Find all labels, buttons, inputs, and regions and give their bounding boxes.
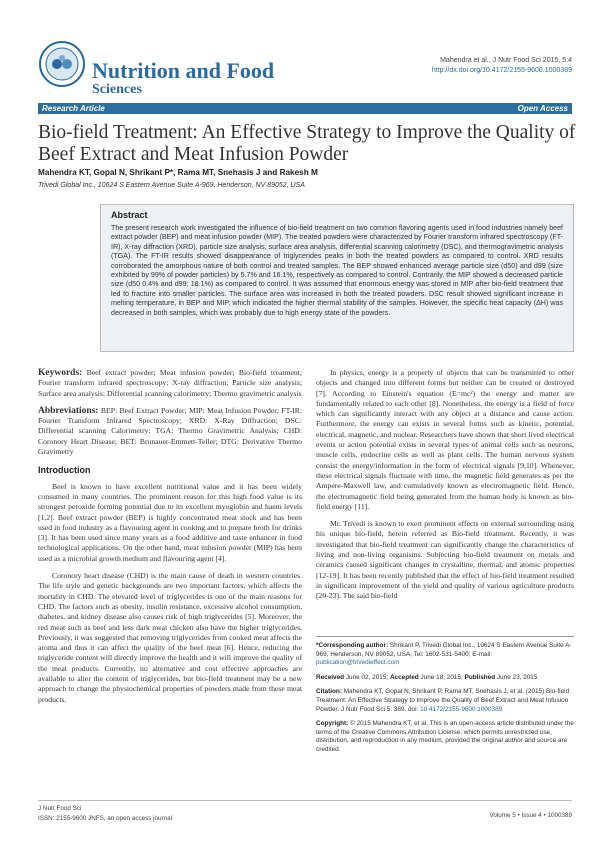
dates-line	[316, 674, 574, 683]
right-column	[316, 368, 574, 609]
article-type-band	[38, 103, 572, 114]
journal-subtitle: Sciences	[92, 82, 142, 97]
left-column	[38, 368, 302, 712]
journal-seal-icon	[38, 40, 86, 88]
abbreviations-label: Abbreviations:	[38, 405, 99, 416]
footer-divider	[38, 800, 572, 801]
abstract-text: The present research work investigated the influence of bio-field treatment on two common flavoring agents used in food industries namely beef extract powder (BEP) and meat infusion powder (MIP). The treated powders were characterized by Fourier transform infrared spectroscopy (FT-IR), X-ray diffraction (XRD), particle size analysis, surface area analysis, differential scanning calorimetry (DSC), and thermogravimetric analysis (TGA). The FT-IR results showed disappearance of triglycerides peaks in both the treated powders as compared to control. XRD results corroborated the amorphous nature of both control and treated samples. The BEP showed enhanced average particle size (d50) and d99 (size exhibited by 99% of powder particles) by 5.7% and 16.1%, respectively as compared to control. Contrarily, the MIP showed a decreased particle size (d50 0.4% and d99; 18.1%) as compared to control. It was assumed that enormous energy was stored in MIP after bio-field treatment that led to fracture into smaller particles. The surface area was increased in both the treated powders. DSC result showed significant increase in melting temperature, in BEP and MIP, which indicated the higher thermal stability of the samples. However, the specific heat capacity (ΔH) was decreased in both samples, which was probably due to high energy state of the powders.	[111, 224, 563, 317]
abstract-box	[100, 204, 574, 352]
footer-journal: J Nutr Food Sci	[38, 805, 82, 812]
abbreviations-text: BEP: Beef Extract Powder; MIP: Meat Infusion Powder; FT-IR: Fourier Transform Infrared Spectroscopy; XRD: X-Ray Diffraction; DSC: Differential scanning Calorimetry; TGA: Thermo Gravimetric Analysis; CHD: Coronory Heart Disease; BET: Brunauer-Emmett-Teller; DTG: Derivative Thermo Gravimetry	[38, 405, 303, 457]
citation-header	[432, 56, 572, 76]
received-label: Received	[316, 673, 345, 681]
correspondence-box	[316, 636, 574, 761]
intro-paragraph-1: Beef is known to have excellent nutritional value and it has been widely consumed in many countries. The prominent reason for this high food value is its strongest peroxide forming potential due to its excellent myoglobin and haem levels [1,2]. Beef extract powder (BEP) is highly concentrated meat stock and has been used in food industry as a flavouring agent in cooking and to prepare broth for drinks [3]. It has been used since many years as a food additive and taste enhancer in food technological applications. On the other hand, meat infusion powder (MIP) has been used as a microbial growth medium and flavouring agent [4].	[38, 481, 302, 563]
citation-text: Mahendra KT, Gopal N, Shrikant P, Rama MT, Snehasis J, et al. (2015) Bio-field Treatment: An Effective Strategy to Improve the Quality of Beef Extract and Meat Infusion Powder. J Nutr Food Sci 5: 389. doi:	[316, 688, 570, 713]
copyright-block	[316, 720, 574, 754]
copyright-text: © 2015 Mahendra KT, et al. This is an open-access article distributed under the terms of the Creative Commons Attribution License, which permits unrestricted use, distribution, and reproduction in any medium, provided the original author and source are credited.	[316, 720, 574, 753]
accepted-date: June 18, 2015;	[420, 673, 463, 681]
corresponding-author	[316, 642, 574, 668]
introduction-heading: Introduction	[38, 465, 91, 476]
article-type-label: Research Article	[42, 104, 105, 113]
journal-logo	[38, 40, 86, 88]
footer-volume: Volume 5 • Issue 4 • 1000389	[489, 812, 572, 819]
body-paragraph-2: Mr. Trivedi is known to exert prominent effects on external surrounding using his unique bio-field, herein referred as Bio-field treatment. Recently, it was investigated that bio-field treatment can significantly change the characteristics of living and non-living organisms. Subjecting bio-field treatment on metals and ceramics caused significant changes in crystalline, thermal, and atomic properties [12-19]. It has been recently published that the effect of bio-field treatment resulted in significant improvement of the yield and quality of various agriculture products [20-23]. The said bio-field	[316, 519, 574, 601]
published-date: June 23, 2015	[496, 673, 538, 681]
author-list: Mahendra KT, Gopal N, Shrikant P*, Rama MT, Snehasis J and Rakesh M	[38, 168, 318, 177]
footer-issn: ISSN: 2155-9600 JNFS, an open access journal	[38, 815, 173, 822]
citation-line: Mahendra et al., J Nutr Food Sci 2015, 5:4	[440, 57, 572, 64]
journal-name: Nutrition and Food	[92, 58, 275, 83]
citation-block	[316, 688, 574, 714]
keywords-label: Keywords:	[38, 368, 83, 378]
doi-link[interactable]: http://dx.doi.org/10.4172/2155-9600.1000389	[431, 67, 572, 74]
keywords-paragraph	[38, 368, 302, 399]
body-paragraph-1: In physics, energy is a property of objects that can be transmitted to other objects and changed into different forms but neither can be created or destroyed [7]. According to Einstein's equation (E=mc²) the energy and matter are fundamentally related to each other [8]. Nonetheless, the energy is a field of force which can significantly interact with any object at a distance and cause action. Furthermore, the energy can exists in several forms such as kinetic, potential, electrical, magnetic, and nuclear. Researchers have shown that short lived electrical events or action potential exists in several types of animal cells such as neurons, muscle cells, endocrine cells as well as plant cells. The human nervous system consist the energy/information in the form of electrical signals [9,10]. Whenever, these electrical signals fluctuate with time, the magnetic field generates as per the Ampere-Maxwell law, and cumulatively known as electromagnetic field. Hence, the electromagnetic field being generated from the human body is known as bio-field energy [11].	[316, 368, 574, 511]
corr-label: *Corresponding author:	[316, 642, 389, 649]
citation-label: Citation:	[316, 688, 342, 696]
abstract-heading: Abstract	[111, 210, 148, 220]
footer-left	[38, 804, 172, 824]
published-label: Published	[464, 673, 496, 681]
affiliation: Trivedi Global Inc., 10624 S Eastern Avenue Suite A-969, Henderson, NV 89052, USA	[38, 182, 305, 189]
article-title: Bio-field Treatment: An Effective Strategy to Improve the Quality of Beef Extract and Meat Infusion Powder	[38, 122, 576, 165]
citation-doi-link[interactable]: 10.4172/2155-9600.1000389	[420, 705, 503, 713]
accepted-label: Accepted	[389, 673, 419, 681]
corr-text: Shrikant P, Trivedi Global Inc., 10624 S Eastern Avenue Suite A-969, Henderson, NV 89052, USA, Tel: 1602-531-5400; E-mail:	[316, 642, 572, 658]
keywords-text: Beef extract powder; Meat infusion powder; Bio-field treatment; Fourier transform infrared spectroscopy; X-ray diffraction; Particle size analysis; Surface area analysis; Differential scanning calorimetry; Thermo gravimetric analysis	[38, 368, 303, 398]
intro-paragraph-2: Coronory heart disease (CHD) is the main cause of death in western countries. The life style and genetic backgrounds are two important factors, which affects the mortality in CHD. The elevated level of triglycerides is one of the main reasons for CHD. The factors such as obesity, insulin resistance, excessive alcohol consumption, diabetes, and kidney disease also causes risk of high triglycerides [5]. Moreover, the red meat such as beef and less dark meat chicken also have the higher triglycerides. Previously, it was suggested that removing triglycerides from cooked meat affects the aroma and thus it can affect the quality of the beef meat [6]. Hence, reducing the triglyceride content will directly improve the health and it will improve the quality of the meat products. Currently, no alternative and cost effective approaches are available to alter the content of triglycerides, but bio-field treatment may be a new approach to change the physiochemical properties of powders made from these meat products.	[38, 571, 302, 704]
received-date: June 02, 2015;	[345, 673, 389, 681]
copyright-label: Copyright:	[316, 720, 349, 728]
corr-email-link[interactable]: publication@trivedieffect.com	[316, 659, 400, 667]
abbreviations-paragraph	[38, 406, 302, 457]
open-access-label: Open Access	[517, 104, 568, 113]
